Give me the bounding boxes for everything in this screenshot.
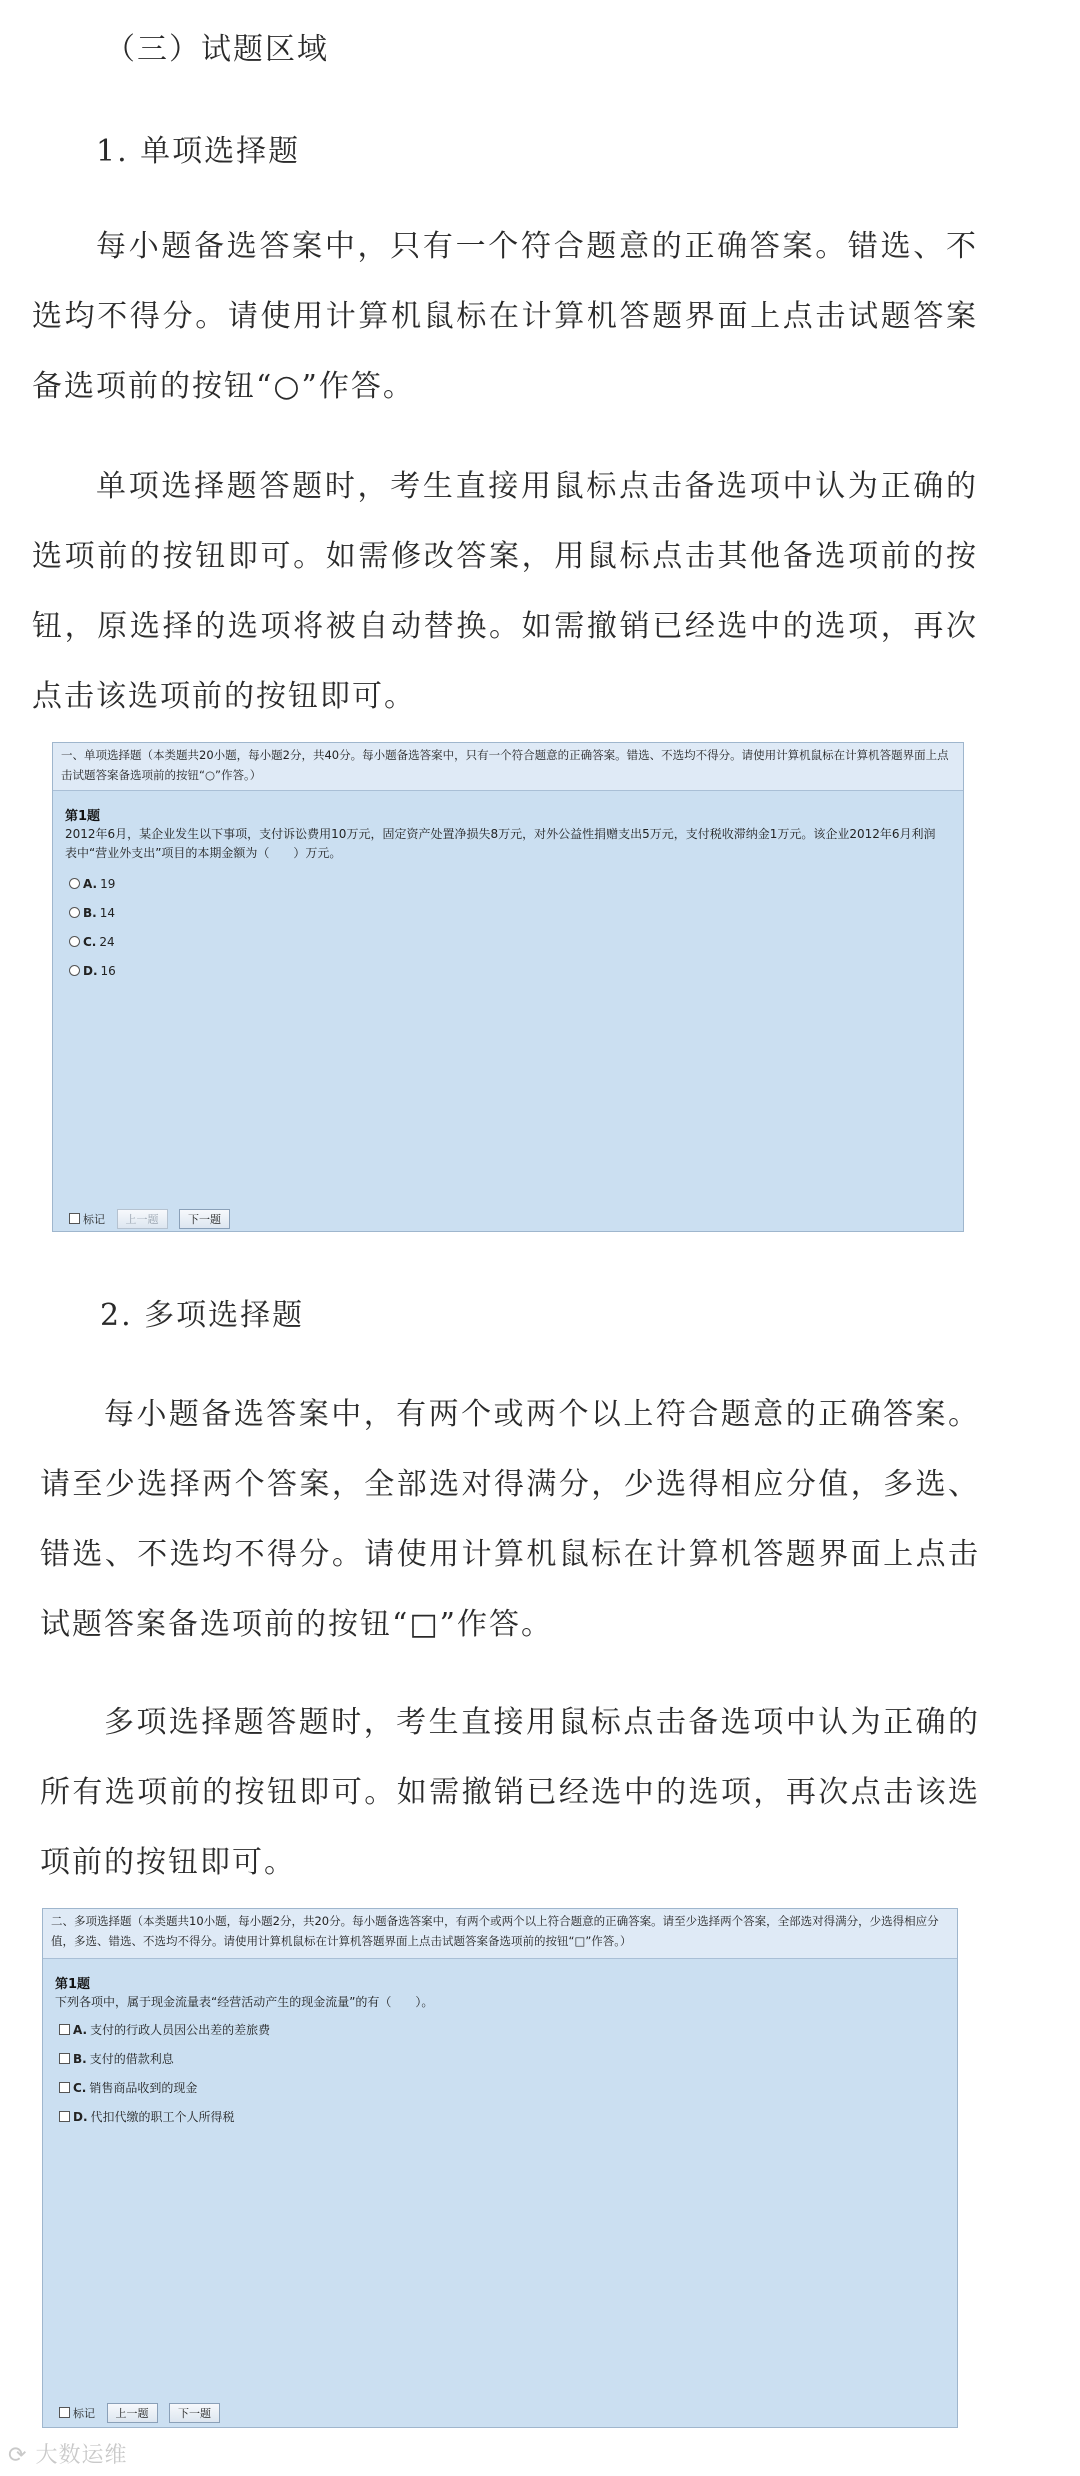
multiple-choice-title: 2. 多项选择题 (100, 1298, 305, 1333)
radio-icon[interactable] (69, 878, 80, 889)
watermark-logo-icon: ⟳ (8, 2443, 36, 2468)
option-b[interactable]: B. 14 (69, 906, 115, 920)
watermark: ⟳ 大数运维 (8, 2443, 128, 2468)
checkbox-icon[interactable] (59, 2024, 70, 2035)
option-b[interactable]: B. 支付的借款利息 (59, 2050, 174, 2067)
question-footer (59, 2403, 220, 2423)
option-d[interactable]: D. 代扣代缴的职工个人所得税 (59, 2108, 235, 2125)
mark-label: 标记 (83, 1213, 105, 1226)
mark-label: 标记 (73, 2407, 95, 2420)
question-text: 2012年6月，某企业发生以下事项，支付诉讼费用10万元，固定资产处置净损失8万元，对外公益性捐赠支出5万元，支付税收滞纳金1万元。该企业2012年6月利润表中“营业外支出”项目的本期金额为（ ）万元。 (65, 827, 936, 860)
single-choice-instructions: 单项选择题答题时，考生直接用鼠标点击备选项中认为正确的选项前的按钮即可。如需修改答案，用鼠标点击其他备选项前的按钮，原选择的选项将被自动替换。如需撤销已经选中的选项，再次点击该选项前的按钮即可。 (32, 469, 978, 714)
next-question-button[interactable]: 下一题 (169, 2403, 220, 2423)
question-number: 第1题 (55, 1977, 91, 1992)
single-choice-title: 1. 单项选择题 (96, 134, 301, 169)
question-number: 第1题 (65, 809, 101, 824)
multiple-choice-screenshot (42, 1908, 958, 2428)
radio-icon[interactable] (69, 965, 80, 976)
single-choice-intro: 每小题备选答案中，只有一个符合题意的正确答案。错选、不选均不得分。请使用计算机鼠标在计算机答题界面上点击试题答案备选项前的按钮“○”作答。 (32, 229, 978, 404)
prev-question-button[interactable]: 上一题 (107, 2403, 158, 2423)
checkbox-icon[interactable] (59, 2053, 70, 2064)
option-c[interactable]: C. 销售商品收到的现金 (59, 2079, 197, 2096)
single-choice-screenshot (52, 742, 964, 1232)
mark-checkbox[interactable] (59, 2407, 70, 2418)
section-heading: （三）试题区域 (105, 32, 329, 67)
checkbox-icon[interactable] (59, 2111, 70, 2122)
next-question-button[interactable]: 下一题 (179, 1209, 230, 1229)
option-a[interactable]: A. 19 (69, 877, 115, 891)
prev-question-button[interactable]: 上一题 (117, 1209, 168, 1229)
checkbox-icon[interactable] (59, 2082, 70, 2093)
screenshot-header: 二、多项选择题（本类题共10小题，每小题2分，共20分。每小题备选答案中，有两个或两个以上符合题意的正确答案。请至少选择两个答案，全部选对得满分，少选得相应分值，多选、错选、不选均不得分。请使用计算机鼠标在计算机答题界面上点击试题答案备选项前的按钮“□”作答。） (43, 1909, 957, 1959)
mark-checkbox[interactable] (69, 1213, 80, 1224)
option-c[interactable]: C. 24 (69, 935, 115, 949)
radio-icon[interactable] (69, 936, 80, 947)
option-a[interactable]: A. 支付的行政人员因公出差的差旅费 (59, 2021, 270, 2038)
question-footer (69, 1209, 230, 1229)
radio-icon[interactable] (69, 907, 80, 918)
multiple-choice-instructions: 多项选择题答题时，考生直接用鼠标点击备选项中认为正确的所有选项前的按钮即可。如需撤销已经选中的选项，再次点击该选项前的按钮即可。 (40, 1705, 980, 1880)
option-d[interactable]: D. 16 (69, 964, 116, 978)
screenshot-header: 一、单项选择题（本类题共20小题，每小题2分，共40分。每小题备选答案中，只有一个符合题意的正确答案。错选、不选均不得分。请使用计算机鼠标在计算机答题界面上点击试题答案备选项前的按钮“○”作答。） (53, 743, 963, 791)
multiple-choice-intro: 每小题备选答案中，有两个或两个以上符合题意的正确答案。请至少选择两个答案，全部选对得满分，少选得相应分值，多选、错选、不选均不得分。请使用计算机鼠标在计算机答题界面上点击试题答案备选项前的按钮“□”作答。 (40, 1397, 980, 1642)
question-text: 下列各项中，属于现金流量表“经营活动产生的现金流量”的有（ ）。 (55, 1995, 434, 2009)
